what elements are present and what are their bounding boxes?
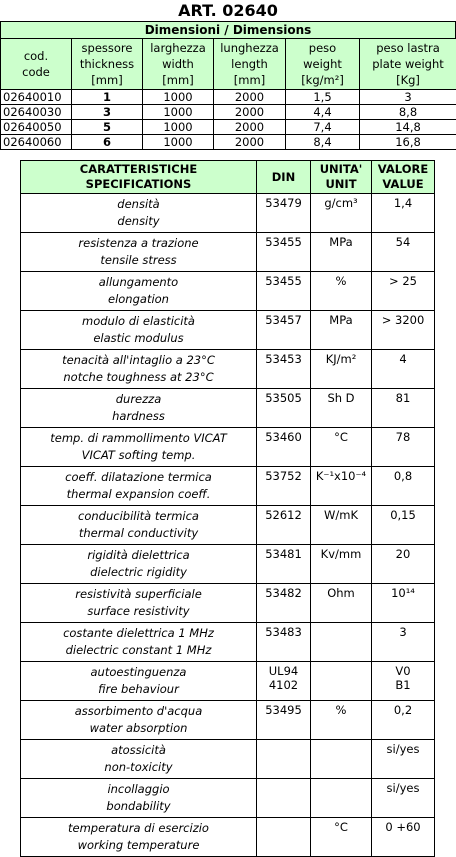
spec-value: 0,15 xyxy=(372,506,435,545)
spec-unit: MPa xyxy=(311,311,372,350)
dimensions-cell: 8,4 xyxy=(286,135,360,150)
table-row xyxy=(21,194,435,233)
spec-unit xyxy=(311,740,372,779)
spec-property-en: bondability xyxy=(21,798,256,815)
dimensions-cell: 02640030 xyxy=(1,105,72,120)
dimensions-cell: 02640050 xyxy=(1,120,72,135)
spec-unit: KJ/m² xyxy=(311,350,372,389)
table-row xyxy=(21,623,435,662)
specifications-body xyxy=(21,194,435,857)
spec-property xyxy=(21,428,257,467)
spec-value: 0,2 xyxy=(372,701,435,740)
dimensions-header-line: [kg/m²] xyxy=(286,72,359,88)
dimensions-cell: 1000 xyxy=(143,135,214,150)
dimensions-cell: 5 xyxy=(72,120,143,135)
dimensions-header-line: peso lastra xyxy=(360,40,456,56)
spec-property xyxy=(21,194,257,233)
dimensions-cell: 16,8 xyxy=(360,135,456,150)
spec-din: 53482 xyxy=(257,584,311,623)
spec-property xyxy=(21,623,257,662)
dimensions-cell: 3 xyxy=(72,105,143,120)
spec-property xyxy=(21,389,257,428)
header-properties xyxy=(21,161,257,194)
spec-property-en: notche toughness at 23°C xyxy=(21,369,256,386)
dimensions-header-line: [Kg] xyxy=(360,72,456,88)
spec-unit: Kv/mm xyxy=(311,545,372,584)
spec-value: 0,8 xyxy=(372,467,435,506)
spec-property-it: temp. di rammollimento VICAT xyxy=(21,430,256,447)
spec-property-it: conducibilità termica xyxy=(21,508,256,525)
dimensions-cell: 1 xyxy=(72,90,143,105)
table-row xyxy=(21,389,435,428)
dimensions-cell: 2000 xyxy=(214,105,286,120)
spec-property-it: densità xyxy=(21,196,256,213)
table-row xyxy=(21,584,435,623)
table-row xyxy=(21,350,435,389)
spec-value: 1,4 xyxy=(372,194,435,233)
spec-property-en: hardness xyxy=(21,408,256,425)
spec-din xyxy=(257,662,311,701)
spec-property-en: tensile stress xyxy=(21,252,256,269)
spec-property-it: coeff. dilatazione termica xyxy=(21,469,256,486)
spec-din: 53505 xyxy=(257,389,311,428)
spec-din: 53479 xyxy=(257,194,311,233)
page-title: ART. 02640 xyxy=(0,0,456,21)
spec-property-en: thermal conductivity xyxy=(21,525,256,542)
dimensions-header-cell xyxy=(214,39,286,90)
header-unit xyxy=(311,161,372,194)
spec-property xyxy=(21,740,257,779)
spec-din: 53481 xyxy=(257,545,311,584)
dimensions-cell: 02640060 xyxy=(1,135,72,150)
dimensions-header-line: [mm] xyxy=(143,72,213,88)
spec-property xyxy=(21,467,257,506)
dimensions-header-line: thickness xyxy=(72,56,142,72)
spec-property-it: assorbimento d'acqua xyxy=(21,703,256,720)
spec-value: 78 xyxy=(372,428,435,467)
spec-unit: % xyxy=(311,701,372,740)
table-row xyxy=(21,740,435,779)
spec-property-en: fire behaviour xyxy=(21,681,256,698)
dimensions-cell: 4,4 xyxy=(286,105,360,120)
spec-property xyxy=(21,350,257,389)
spec-value: 4 xyxy=(372,350,435,389)
spec-property xyxy=(21,311,257,350)
spec-din xyxy=(257,818,311,857)
spec-unit: °C xyxy=(311,818,372,857)
table-row xyxy=(21,467,435,506)
spec-property-it: rigidità dielettrica xyxy=(21,547,256,564)
spec-value: si/yes xyxy=(372,740,435,779)
spec-property-it: autoestinguenza xyxy=(21,664,256,681)
spec-unit: MPa xyxy=(311,233,372,272)
section-title-dimensions: Dimensioni / Dimensions xyxy=(0,21,456,39)
spec-property xyxy=(21,233,257,272)
spec-unit: W/mK xyxy=(311,506,372,545)
spec-property-it: atossicità xyxy=(21,742,256,759)
spec-property xyxy=(21,662,257,701)
dimensions-header-line: lunghezza xyxy=(214,40,285,56)
spec-unit: Sh D xyxy=(311,389,372,428)
dimensions-header-line: peso xyxy=(286,40,359,56)
header-value-en: VALUE xyxy=(372,177,434,192)
spec-property-en: dielectric constant 1 MHz xyxy=(21,642,256,659)
dimensions-cell: 1000 xyxy=(143,105,214,120)
spec-din xyxy=(257,740,311,779)
dimensions-header-line: plate weight xyxy=(360,56,456,72)
dimensions-cell: 1000 xyxy=(143,120,214,135)
dimensions-body xyxy=(1,90,456,150)
dimensions-cell: 1000 xyxy=(143,90,214,105)
dimensions-cell: 2000 xyxy=(214,90,286,105)
specifications-header-row xyxy=(21,161,435,194)
header-value-it: VALORE xyxy=(372,162,434,177)
dimensions-cell: 14,8 xyxy=(360,120,456,135)
spec-value: > 25 xyxy=(372,272,435,311)
spec-property xyxy=(21,701,257,740)
dimensions-header-line: width xyxy=(143,56,213,72)
spec-unit: Ohm xyxy=(311,584,372,623)
spec-property-it: allungamento xyxy=(21,274,256,291)
table-row xyxy=(1,135,456,150)
spec-din: 53455 xyxy=(257,233,311,272)
spec-din: 53457 xyxy=(257,311,311,350)
spec-din-line: UL94 xyxy=(257,664,310,678)
table-row xyxy=(1,105,456,120)
dimensions-header-line: length xyxy=(214,56,285,72)
spec-unit: °C xyxy=(311,428,372,467)
spec-property xyxy=(21,584,257,623)
table-row xyxy=(21,662,435,701)
dimensions-cell: 1,5 xyxy=(286,90,360,105)
spec-property-en: elastic modulus xyxy=(21,330,256,347)
dimensions-header-line: larghezza xyxy=(143,40,213,56)
dimensions-header-row xyxy=(1,39,456,90)
spec-unit: % xyxy=(311,272,372,311)
dimensions-header-cell xyxy=(286,39,360,90)
spec-property xyxy=(21,545,257,584)
table-row xyxy=(21,818,435,857)
spec-property-en: water absorption xyxy=(21,720,256,737)
specifications-table xyxy=(20,160,435,857)
spec-din: 53752 xyxy=(257,467,311,506)
spec-property-it: costante dielettrica 1 MHz xyxy=(21,625,256,642)
spec-value: 0 +60 xyxy=(372,818,435,857)
spec-property-en: density xyxy=(21,213,256,230)
spec-property xyxy=(21,506,257,545)
dimensions-cell: 8,8 xyxy=(360,105,456,120)
dimensions-table xyxy=(0,38,456,150)
spec-property-it: resistenza a trazione xyxy=(21,235,256,252)
spec-unit: K⁻¹x10⁻⁴ xyxy=(311,467,372,506)
spec-value: > 3200 xyxy=(372,311,435,350)
spec-property-it: tenacità all'intaglio a 23°C xyxy=(21,352,256,369)
spec-value: si/yes xyxy=(372,779,435,818)
spec-din: 53453 xyxy=(257,350,311,389)
spec-din: 53483 xyxy=(257,623,311,662)
dimensions-header-cell xyxy=(360,39,456,90)
spec-din xyxy=(257,779,311,818)
spec-property-it: resistività superficiale xyxy=(21,586,256,603)
spec-unit xyxy=(311,779,372,818)
spec-din-line: 4102 xyxy=(257,678,310,692)
spec-din: 53455 xyxy=(257,272,311,311)
spec-din: 53495 xyxy=(257,701,311,740)
spec-property xyxy=(21,818,257,857)
spec-value: 20 xyxy=(372,545,435,584)
spec-value xyxy=(372,662,435,701)
header-unit-it: UNITA' xyxy=(311,162,371,177)
dimensions-header-line: spessore xyxy=(72,40,142,56)
spec-din: 53460 xyxy=(257,428,311,467)
dimensions-header-cell xyxy=(1,39,72,90)
spec-unit xyxy=(311,623,372,662)
dimensions-header-line: code xyxy=(1,64,71,80)
spec-property-en: thermal expansion coeff. xyxy=(21,486,256,503)
header-unit-en: UNIT xyxy=(311,177,371,192)
spec-din: 52612 xyxy=(257,506,311,545)
spec-property-it: durezza xyxy=(21,391,256,408)
spec-value-line: B1 xyxy=(372,678,434,692)
spec-unit xyxy=(311,662,372,701)
table-row xyxy=(21,311,435,350)
spec-property-en: surface resistivity xyxy=(21,603,256,620)
dimensions-header-line: cod. xyxy=(1,48,71,64)
dimensions-header-cell xyxy=(143,39,214,90)
table-row xyxy=(21,233,435,272)
spec-property xyxy=(21,779,257,818)
dimensions-cell: 6 xyxy=(72,135,143,150)
spec-property-it: incollaggio xyxy=(21,781,256,798)
table-row xyxy=(21,779,435,818)
table-row xyxy=(21,506,435,545)
spec-value: 3 xyxy=(372,623,435,662)
dimensions-cell: 2000 xyxy=(214,120,286,135)
dimensions-cell: 7,4 xyxy=(286,120,360,135)
dimensions-cell: 3 xyxy=(360,90,456,105)
spec-property-en: VICAT softing temp. xyxy=(21,447,256,464)
table-row xyxy=(1,120,456,135)
table-row xyxy=(21,545,435,584)
spec-property-en: non-toxicity xyxy=(21,759,256,776)
header-properties-en: SPECIFICATIONS xyxy=(21,177,256,192)
header-value xyxy=(372,161,435,194)
spec-property-it: modulo di elasticità xyxy=(21,313,256,330)
table-row xyxy=(21,701,435,740)
dimensions-cell: 02640010 xyxy=(1,90,72,105)
dimensions-header-line: [mm] xyxy=(214,72,285,88)
table-row xyxy=(21,272,435,311)
dimensions-cell: 2000 xyxy=(214,135,286,150)
spec-property-en: dielectric rigidity xyxy=(21,564,256,581)
dimensions-header-cell xyxy=(72,39,143,90)
spec-value: 81 xyxy=(372,389,435,428)
spec-property-it: temperatura di esercizio xyxy=(21,820,256,837)
spec-unit: g/cm³ xyxy=(311,194,372,233)
spec-property-en: working temperature xyxy=(21,837,256,854)
header-properties-it: CARATTERISTICHE xyxy=(21,162,256,177)
table-row xyxy=(1,90,456,105)
spec-value: 10¹⁴ xyxy=(372,584,435,623)
header-din: DIN xyxy=(257,161,311,194)
spec-value: 54 xyxy=(372,233,435,272)
spec-value-line: V0 xyxy=(372,664,434,678)
table-row xyxy=(21,428,435,467)
dimensions-header-line: weight xyxy=(286,56,359,72)
dimensions-header-line: [mm] xyxy=(72,72,142,88)
spec-property xyxy=(21,272,257,311)
spec-property-en: elongation xyxy=(21,291,256,308)
